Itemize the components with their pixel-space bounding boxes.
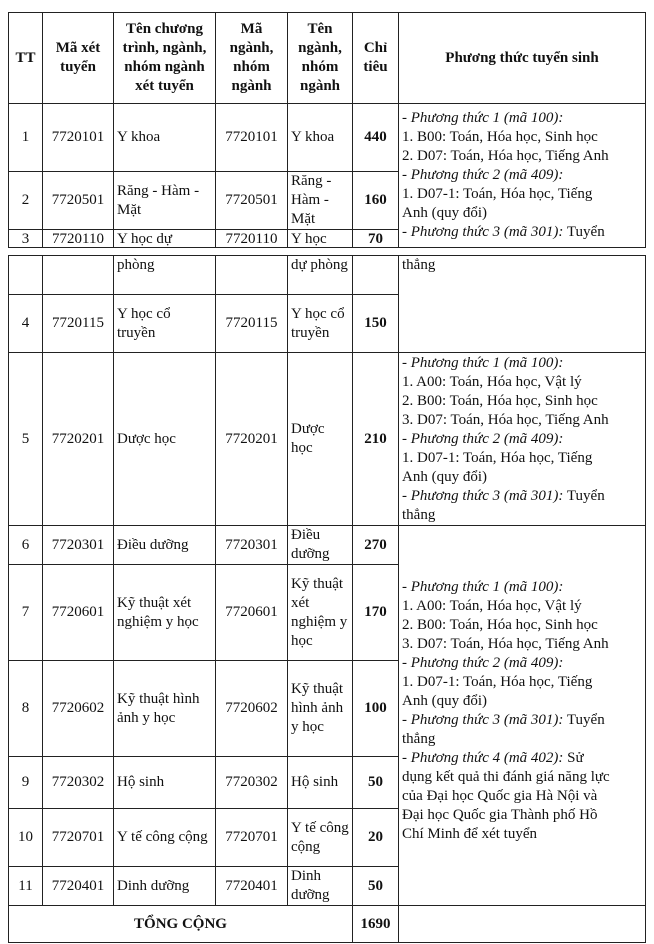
method-line (402, 185, 642, 204)
method-text: Chí Minh để xét tuyển (402, 826, 537, 842)
method-line (402, 673, 642, 692)
method-line (402, 768, 642, 787)
method-heading: - Phương thức 2 (mã 409): (402, 167, 564, 183)
method-line (402, 354, 642, 373)
header-ma-xet-tuyen: Mã xét tuyển (43, 13, 114, 104)
cell-tt: 8 (9, 661, 43, 757)
cell-ma-nganh: 7720401 (216, 867, 288, 906)
cell-ma-xet-tuyen: 7720110 (52, 231, 104, 247)
cell-ma-nganh: 7720601 (216, 565, 288, 661)
table-row (9, 526, 646, 565)
method-text: 1. B00: Toán, Hóa học, Sinh học (402, 129, 598, 145)
cell-chi-tieu: 50 (353, 867, 399, 906)
cell-ma-nganh: 7720301 (216, 526, 288, 565)
method-line (402, 711, 642, 730)
cell-phuong-thuc: thẳng (399, 256, 646, 353)
cell-phuong-thuc (399, 353, 646, 526)
header-phuong-thuc: Phương thức tuyển sinh (399, 13, 646, 104)
cell-ma-xet-tuyen: 7720401 (43, 867, 114, 906)
method-text: Anh (quy đổi) (402, 468, 487, 485)
cell-chi-tieu: 160 (353, 172, 399, 230)
header-ten-chuong-trinh: Tên chương trình, ngành, nhóm ngành xét tuyển (114, 13, 216, 104)
table-row (9, 353, 646, 526)
cell-ten-nganh: Y tế công cộng (288, 809, 353, 867)
method-heading: - Phương thức 1 (mã 100): (402, 579, 564, 595)
method-text: 3. D07: Toán, Hóa học, Tiếng Anh (402, 636, 609, 652)
total-method-empty (399, 906, 646, 943)
cell-chi-tieu: 50 (353, 757, 399, 809)
method-line (402, 128, 642, 147)
cell-ma-nganh: 7720110 (225, 231, 278, 247)
method-line (402, 787, 642, 806)
method-line (402, 825, 642, 844)
method-text: Tuyển (563, 487, 605, 504)
cell-ten-nganh: Kỹ thuật xét nghiệm y học (288, 565, 353, 661)
cell-ma-xet-tuyen: 7720302 (43, 757, 114, 809)
total-value: 1690 (353, 906, 399, 943)
method-text: Đại học Quốc gia Thành phố Hồ (402, 807, 598, 823)
method-text: 3. D07: Toán, Hóa học, Tiếng Anh (402, 411, 609, 428)
method-heading: - Phương thức 3 (mã 301): (402, 224, 564, 240)
cell-tt: 3 (21, 231, 30, 247)
table-row-continuation (9, 256, 646, 295)
method-line (402, 806, 642, 825)
cell-ma-xet-tuyen: 7720701 (43, 809, 114, 867)
method-line (402, 166, 642, 185)
cell-ten-nganh: Hộ sinh (288, 757, 353, 809)
method-text: Sử (563, 750, 584, 766)
cell-tt: 9 (9, 757, 43, 809)
cell-ma-xet-tuyen: 7720201 (43, 353, 114, 526)
method-heading: - Phương thức 1 (mã 100): (402, 110, 564, 126)
method-line (402, 373, 642, 392)
cell-ma-xet-tuyen: 7720115 (43, 295, 114, 353)
cell-ma-nganh: 7720115 (216, 295, 288, 353)
admission-table-part-2 (8, 255, 646, 943)
cell-chi-tieu: 270 (353, 526, 399, 565)
method-line (402, 749, 642, 768)
header-ma-nganh: Mã ngành, nhóm ngành (216, 13, 288, 104)
cell-tt: 1 (9, 104, 43, 172)
total-row (9, 906, 646, 943)
cell-ten-nganh: dự phòng (288, 256, 353, 295)
method-text: Tuyển (563, 224, 605, 240)
cell-tt: 6 (9, 526, 43, 565)
cell-ten-nganh: Dinh dưỡng (288, 867, 353, 906)
method-text: Tuyển (563, 712, 605, 728)
method-heading: - Phương thức 4 (mã 402): (402, 750, 564, 766)
method-line (402, 487, 642, 506)
cell-ma-xet-tuyen: 7720501 (43, 172, 114, 230)
method-text: thẳng (402, 731, 436, 747)
cell-ten-nganh: Y khoa (288, 104, 353, 172)
table-row (9, 104, 646, 172)
cell-ma-xet-tuyen: 7720602 (43, 661, 114, 757)
method-line (402, 616, 642, 635)
method-text: 1. D07-1: Toán, Hóa học, Tiếng (402, 186, 593, 202)
method-text: thẳng (402, 506, 436, 523)
header-ten-nganh: Tên ngành, nhóm ngành (288, 13, 353, 104)
method-heading: - Phương thức 2 (mã 409): (402, 430, 564, 447)
method-heading: - Phương thức 2 (mã 409): (402, 655, 564, 671)
cell-chi-tieu: 210 (353, 353, 399, 526)
method-line (402, 506, 642, 525)
method-text: Anh (quy đổi) (402, 205, 487, 221)
cell-ma-nganh: 7720302 (216, 757, 288, 809)
method-line (402, 204, 642, 223)
method-text: 2. B00: Toán, Hóa học, Sinh học (402, 392, 598, 409)
method-text: dụng kết quả thi đánh giá năng lực (402, 769, 610, 785)
method-text: 1. D07-1: Toán, Hóa học, Tiếng (402, 449, 593, 466)
cell-chi-tieu: 20 (353, 809, 399, 867)
method-text: của Đại học Quốc gia Hà Nội và (402, 788, 598, 804)
cell-ten-chuong-trinh: Kỹ thuật xét nghiệm y học (114, 565, 216, 661)
cell-tt: 5 (9, 353, 43, 526)
cell-chi-tieu: 440 (353, 104, 399, 172)
method-line (402, 635, 642, 654)
cell-ten-chuong-trinh: Hộ sinh (114, 757, 216, 809)
cell-ten-chuong-trinh: Điều dưỡng (114, 526, 216, 565)
cell-ten-chuong-trinh: Răng - Hàm - Mặt (114, 172, 216, 230)
method-text: 2. D07: Toán, Hóa học, Tiếng Anh (402, 148, 609, 164)
cell-ten-chuong-trinh: Y học cổ truyền (114, 295, 216, 353)
cell-ten-chuong-trinh: Dược học (114, 353, 216, 526)
method-line (402, 109, 642, 128)
method-text: 2. B00: Toán, Hóa học, Sinh học (402, 617, 598, 633)
cell-phuong-thuc (399, 526, 646, 906)
cell-ten-nganh: Điều dưỡng (288, 526, 353, 565)
cell-ma-nganh: 7720701 (216, 809, 288, 867)
method-line (402, 147, 642, 166)
method-text: 1. A00: Toán, Hóa học, Vật lý (402, 598, 582, 614)
header-tt: TT (9, 13, 43, 104)
cell-tt: 4 (9, 295, 43, 353)
cell-chi-tieu: 150 (353, 295, 399, 353)
method-text: Anh (quy đổi) (402, 693, 487, 709)
cell-ten-chuong-trinh: Dinh dưỡng (114, 867, 216, 906)
method-heading: - Phương thức 3 (mã 301): (402, 712, 564, 728)
cell-tt: 2 (9, 172, 43, 230)
cell-phuong-thuc (399, 104, 646, 248)
cell-ma-xet-tuyen: 7720101 (43, 104, 114, 172)
cell-ma-nganh: 7720501 (216, 172, 288, 230)
cell-ma-xet-tuyen: 7720301 (43, 526, 114, 565)
cell-chi-tieu: 100 (353, 661, 399, 757)
header-chi-tieu: Chỉ tiêu (353, 13, 399, 104)
cell-ten-nganh: Y học (291, 231, 327, 247)
cell-ten-nganh: Dược học (288, 353, 353, 526)
cell-ten-nganh: Kỹ thuật hình ảnh y học (288, 661, 353, 757)
cell-tt: 10 (9, 809, 43, 867)
cell-ten-chuong-trinh: Y học dự (117, 231, 173, 247)
cell-ma-nganh: 7720201 (216, 353, 288, 526)
header-row (9, 13, 646, 104)
method-line (402, 449, 642, 468)
cell-ten-nganh: Răng - Hàm - Mặt (288, 172, 353, 230)
cell-ma-xet-tuyen: 7720601 (43, 565, 114, 661)
cell-ma-nganh: 7720101 (216, 104, 288, 172)
method-text: 1. A00: Toán, Hóa học, Vật lý (402, 373, 582, 390)
method-line (402, 654, 642, 673)
cell-tt: 11 (9, 867, 43, 906)
method-line (402, 468, 642, 487)
cell-chi-tieu: 70 (368, 231, 383, 247)
cell-ten-chuong-trinh: Y khoa (114, 104, 216, 172)
admission-table-part-1 (8, 12, 646, 248)
cell-ten-nganh: Y học cổ truyền (288, 295, 353, 353)
cell-ten-chuong-trinh: Kỹ thuật hình ảnh y học (114, 661, 216, 757)
method-line (402, 578, 642, 597)
total-label: TỔNG CỘNG (9, 906, 353, 943)
method-line (402, 730, 642, 749)
method-line (402, 223, 642, 242)
cell-ten-chuong-trinh: Y tế công cộng (114, 809, 216, 867)
method-heading: - Phương thức 3 (mã 301): (402, 487, 564, 504)
cell-chi-tieu: 170 (353, 565, 399, 661)
cell-tt: 7 (9, 565, 43, 661)
method-line (402, 597, 642, 616)
method-line (402, 392, 642, 411)
method-text: 1. D07-1: Toán, Hóa học, Tiếng (402, 674, 593, 690)
method-line (402, 692, 642, 711)
method-line (402, 411, 642, 430)
cell-ma-nganh: 7720602 (216, 661, 288, 757)
method-line (402, 430, 642, 449)
method-heading: - Phương thức 1 (mã 100): (402, 354, 564, 371)
cell-ten-chuong-trinh: phòng (114, 256, 216, 295)
